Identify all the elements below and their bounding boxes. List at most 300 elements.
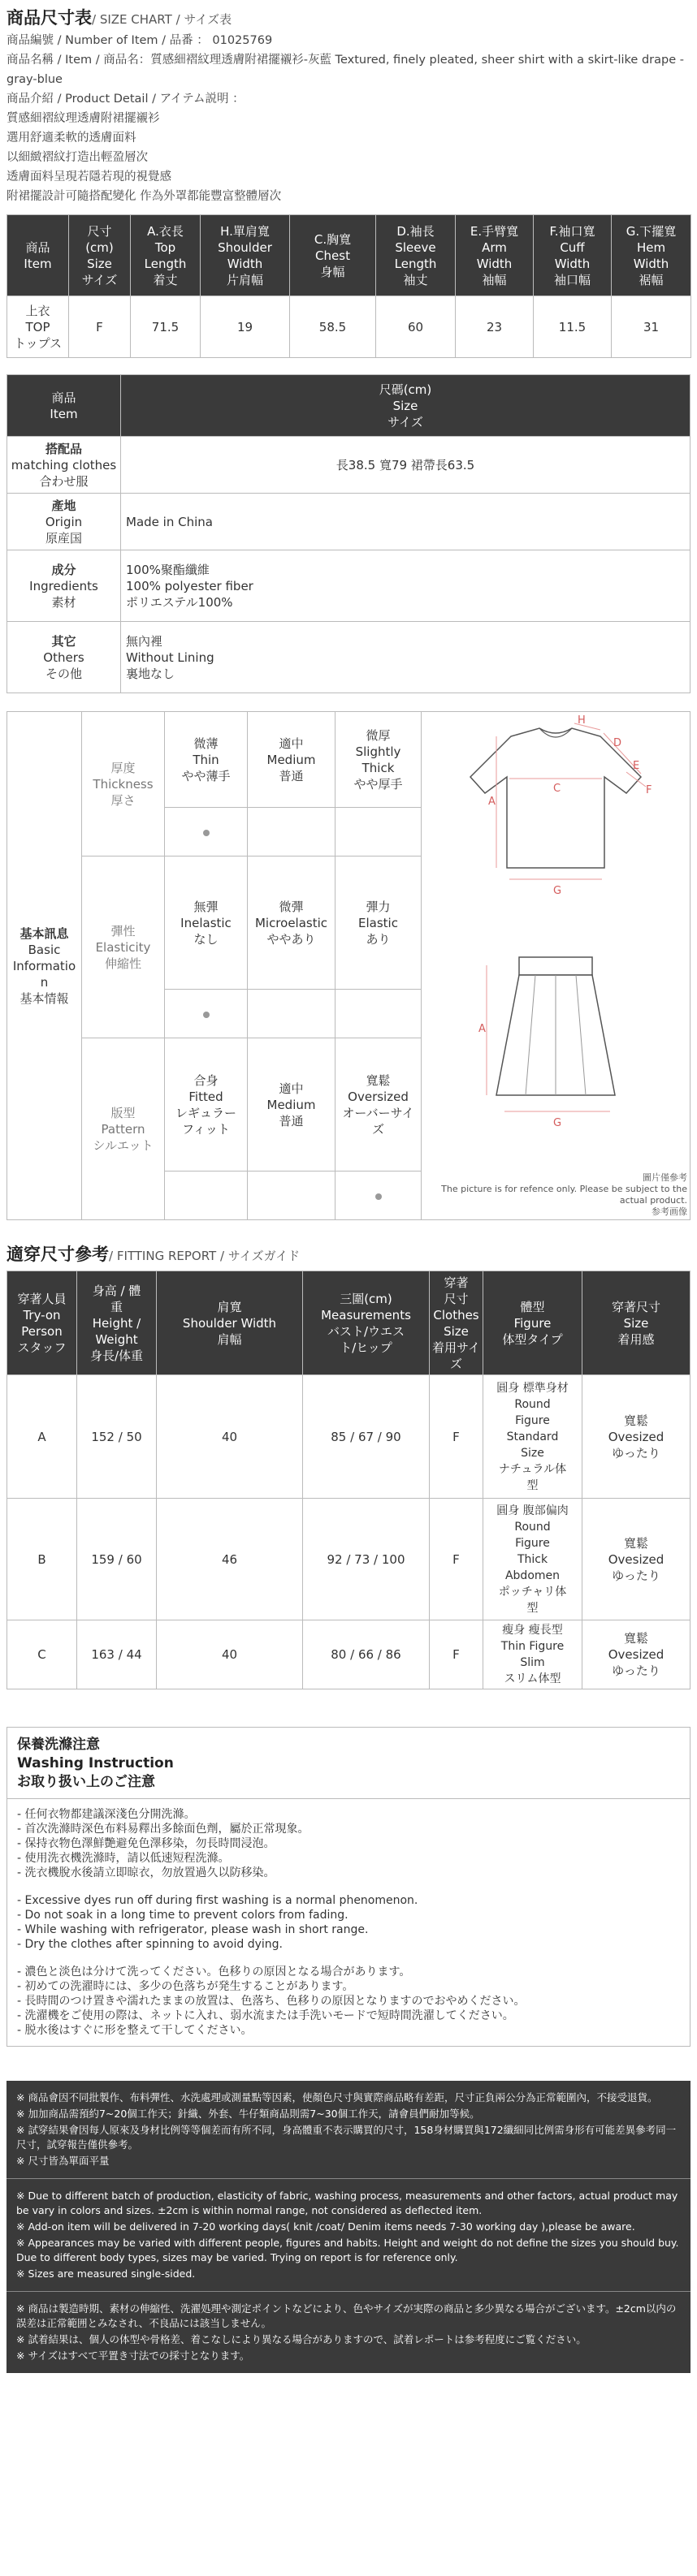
fit-line: Ovesized bbox=[608, 1551, 665, 1567]
label-line: 搭配品 bbox=[45, 441, 82, 456]
size-chart-value: 31 bbox=[612, 296, 691, 358]
size-chart-title: 商品尺寸表 bbox=[6, 8, 92, 28]
fitting-figure bbox=[483, 1499, 582, 1620]
header-line: Size bbox=[444, 1323, 469, 1339]
fitting-row bbox=[7, 1620, 691, 1689]
header-line: スタッフ bbox=[17, 1340, 67, 1355]
option-line: Thin bbox=[193, 752, 219, 767]
detail-value bbox=[121, 550, 691, 622]
label-line: Origin bbox=[45, 514, 83, 529]
size-chart-value: 11.5 bbox=[534, 296, 612, 358]
basic-select-cell bbox=[165, 990, 248, 1038]
detail-value bbox=[121, 494, 691, 550]
option-line: 彈力 bbox=[366, 899, 391, 914]
washing-line: - 使用洗衣機洗滌時，請以低速短程洗滌。 bbox=[17, 1852, 230, 1865]
header-line: 尺碼(cm) bbox=[379, 382, 432, 397]
header-line: 三圍(cm) bbox=[340, 1291, 392, 1306]
name-line: 彈性 bbox=[110, 923, 136, 938]
size-chart-value: F bbox=[69, 296, 131, 358]
header-line: Top bbox=[154, 239, 176, 255]
option-line: ややあり bbox=[266, 931, 316, 947]
washing-title-line: お取り扱い上のご注意 bbox=[17, 1774, 155, 1790]
name-line: シルエット bbox=[93, 1137, 154, 1153]
label-line: matching clothes bbox=[11, 457, 117, 472]
header-line: 体型タイプ bbox=[502, 1331, 563, 1347]
diagram-letter: H bbox=[578, 714, 586, 727]
detail-label bbox=[7, 622, 121, 693]
basic-info-table bbox=[6, 711, 691, 1220]
size-chart-value: 71.5 bbox=[131, 296, 201, 358]
header-line: Length bbox=[394, 256, 437, 271]
name-line: Thickness bbox=[93, 776, 154, 792]
option-line: 微薄 bbox=[193, 736, 219, 751]
washing-line: - 保持衣物色澤鮮艷避免色澤移染，勿長時間浸泡。 bbox=[17, 1837, 275, 1850]
figure-line: ポッチャリ体 bbox=[498, 1585, 567, 1599]
notice-line: ※ Due to different batch of production, elasticity of fabric, washing process, measurements and other factors, actual product may be vary in colors and sizes. ±2cm is within normal range, not considered as deflected item. bbox=[16, 2190, 678, 2216]
header-line: Size bbox=[87, 256, 112, 271]
header-line: 袖口幅 bbox=[553, 272, 591, 287]
diagram-caption bbox=[424, 1172, 687, 1218]
header-line: 肩寬 bbox=[217, 1299, 242, 1314]
option-line: Inelastic bbox=[180, 915, 232, 930]
fitting-height-weight: 152 / 50 bbox=[77, 1375, 157, 1499]
figure-line: Standard bbox=[506, 1430, 559, 1443]
selected-dot-icon bbox=[375, 1193, 382, 1200]
header-line: 商品 bbox=[25, 239, 50, 255]
fitting-header-cell bbox=[77, 1271, 157, 1375]
header-line: Size bbox=[623, 1315, 649, 1331]
header-line: Hem bbox=[636, 239, 666, 255]
fitting-fit bbox=[582, 1499, 691, 1620]
figure-line: Round bbox=[514, 1397, 551, 1411]
detail-value bbox=[121, 622, 691, 693]
fitting-heading bbox=[6, 1241, 691, 1266]
header-line: G.下擺寬 bbox=[626, 223, 677, 239]
basic-option bbox=[248, 857, 336, 990]
header-line: Shoulder bbox=[218, 239, 272, 255]
label-line: 原産国 bbox=[45, 530, 82, 546]
basic-select-cell bbox=[248, 1171, 336, 1220]
header-line: 尺寸 bbox=[444, 1291, 469, 1306]
name-line: Pattern bbox=[101, 1121, 145, 1137]
detail-row bbox=[7, 437, 691, 494]
header-line: 體型 bbox=[520, 1299, 545, 1314]
header-line: Size bbox=[392, 398, 418, 413]
size-chart-header-cell bbox=[69, 215, 131, 296]
detail-label bbox=[7, 550, 121, 622]
label-line: Ingredients bbox=[29, 578, 98, 593]
item-line: 上衣 bbox=[25, 303, 50, 318]
option-line: Fitted bbox=[188, 1089, 223, 1104]
notice-line: ※ 加加商品需預約7~20個工作天；針織、外套、牛仔類商品則需7~30個工作天，請會員們耐加等候。 bbox=[16, 2108, 480, 2120]
fitting-shoulder: 40 bbox=[157, 1620, 303, 1689]
header-line: ト/ヒップ bbox=[340, 1340, 392, 1355]
figure-line: Round bbox=[514, 1520, 551, 1534]
basic-info-label bbox=[7, 712, 82, 1220]
basic-option bbox=[336, 712, 422, 808]
option-line: レギュラー bbox=[175, 1105, 236, 1120]
header-line: A.衣長 bbox=[147, 223, 184, 239]
fitting-title: 適穿尺寸參考 bbox=[6, 1245, 109, 1264]
size-chart-header-cell bbox=[612, 215, 691, 296]
header-line: Cuff bbox=[560, 239, 585, 255]
option-line: 普通 bbox=[279, 768, 304, 783]
detail-row bbox=[7, 550, 691, 622]
washing-line: - Dry the clothes after spinning to avoid dying. bbox=[17, 1938, 283, 1951]
fitting-shoulder: 40 bbox=[157, 1375, 303, 1499]
info-line: 以細緻褶紋打造出輕盈層次 bbox=[6, 151, 148, 164]
figure-line: Figure bbox=[515, 1536, 550, 1550]
notice-line: ※ Sizes are measured single-sided. bbox=[16, 2267, 196, 2280]
washing-line: - 洗濯機をご使用の際は、ネットに入れ、弱水流または手洗いモードで短時間洗濯してください。 bbox=[17, 2009, 514, 2022]
header-line: Person bbox=[21, 1323, 63, 1339]
header-line: 商品 bbox=[51, 390, 76, 405]
fitting-header-cell bbox=[157, 1271, 303, 1375]
diagram-letter: A bbox=[478, 1023, 486, 1035]
header-line: Try-on bbox=[23, 1307, 61, 1323]
fitting-person: B bbox=[7, 1499, 77, 1620]
fitting-header-cell bbox=[7, 1271, 77, 1375]
label-line: Information bbox=[12, 958, 76, 990]
header-line: Width bbox=[633, 256, 669, 271]
diagram-letter: G bbox=[553, 885, 562, 897]
item-line: TOP bbox=[25, 319, 50, 334]
size-chart-header-cell bbox=[7, 215, 69, 296]
figure-line: 型 bbox=[526, 1601, 539, 1615]
fitting-header-cell bbox=[430, 1271, 483, 1375]
header-line: Height / bbox=[92, 1315, 141, 1331]
option-line: フィット bbox=[182, 1121, 230, 1137]
notice-block bbox=[6, 2179, 691, 2292]
figure-line: 圓身 標準身材 bbox=[496, 1381, 569, 1395]
header-line: 袖丈 bbox=[403, 272, 428, 287]
header-line: 身長/体重 bbox=[89, 1348, 144, 1363]
fitting-size: F bbox=[430, 1499, 483, 1620]
detail-header-row bbox=[7, 375, 691, 437]
option-line: Thick bbox=[361, 760, 395, 775]
washing-line: - Do not soak in a long time to prevent colors from fading. bbox=[17, 1909, 348, 1922]
notice-block bbox=[6, 2081, 691, 2179]
washing-line: - While washing with refrigerator, please wash in short range. bbox=[17, 1923, 369, 1936]
header-line: Length bbox=[144, 256, 187, 271]
selected-dot-icon bbox=[203, 1012, 210, 1018]
header-line: 尺寸 bbox=[87, 223, 112, 239]
name-line: 厚度 bbox=[110, 760, 136, 775]
washing-line: - 濃色と淡色は分けて洗ってください。色移りの原因となる場合があります。 bbox=[17, 1965, 411, 1978]
info-line: 商品編號 / Number of Item / 品番 ： 01025769 bbox=[6, 34, 273, 47]
garment-diagram bbox=[422, 712, 691, 1220]
fitting-shoulder: 46 bbox=[157, 1499, 303, 1620]
product-info bbox=[6, 31, 691, 206]
header-line: C.胸寬 bbox=[314, 231, 352, 247]
size-chart-header-cell bbox=[534, 215, 612, 296]
header-line: Item bbox=[50, 406, 78, 421]
basic-option bbox=[248, 712, 336, 808]
basic-select-cell bbox=[248, 808, 336, 857]
notice-line: ※ Add-on item will be delivered in 7-20 working days( knit /coat/ Denim items needs 7-30 working day ),please be aware. bbox=[16, 2220, 635, 2233]
label-line: 其它 bbox=[51, 633, 76, 649]
diagram-letter: D bbox=[613, 737, 622, 749]
info-line: 商品介紹 / Product Detail / アイテム説明 ： bbox=[6, 93, 245, 106]
fit-line: 寬鬆 bbox=[623, 1535, 648, 1551]
fitting-row bbox=[7, 1499, 691, 1620]
basic-select-cell bbox=[165, 1171, 248, 1220]
size-chart-header-cell bbox=[201, 215, 290, 296]
size-chart-subtitle: / SIZE CHART / サイズ表 bbox=[92, 12, 232, 27]
page bbox=[6, 0, 691, 2373]
caption-line: 圖片僅參考 bbox=[643, 1172, 687, 1183]
diagram-letter: C bbox=[553, 783, 561, 795]
option-line: 合身 bbox=[193, 1072, 219, 1088]
option-line: Elastic bbox=[358, 915, 398, 930]
header-line: バスト/ウエス bbox=[327, 1323, 405, 1339]
value-line: 100% polyester fiber bbox=[126, 578, 253, 593]
header-line: E.手臂寬 bbox=[470, 223, 519, 239]
header-line: Chest bbox=[315, 248, 350, 263]
option-line: Microelastic bbox=[254, 915, 328, 930]
washing-line: - 洗衣機脫水後請立即晾衣，勿放置過久以防移染。 bbox=[17, 1866, 275, 1879]
basic-option bbox=[165, 712, 248, 808]
option-line: Medium bbox=[266, 1097, 316, 1112]
fitting-fit bbox=[582, 1375, 691, 1499]
header-line: H.單肩寬 bbox=[220, 223, 270, 239]
basic-row-name bbox=[82, 712, 165, 857]
name-line: Elasticity bbox=[95, 939, 151, 955]
option-line: 無彈 bbox=[193, 899, 219, 914]
size-chart-header-cell bbox=[376, 215, 456, 296]
fitting-size: F bbox=[430, 1620, 483, 1689]
header-line: 身高 / 體 bbox=[92, 1283, 141, 1298]
detail-header-item bbox=[7, 375, 121, 437]
diagram-letter: A bbox=[488, 796, 496, 808]
fitting-row bbox=[7, 1375, 691, 1499]
header-line: 身幅 bbox=[320, 264, 345, 279]
value-line: 長38.5 寬79 裙帶長63.5 bbox=[336, 457, 475, 472]
info-line: 質感細褶紋理透膚附裙擺襯衫 bbox=[6, 112, 160, 125]
fitting-header-cell bbox=[483, 1271, 582, 1375]
option-line: なし bbox=[193, 931, 219, 947]
header-line: サイズ bbox=[387, 414, 423, 429]
detail-row bbox=[7, 494, 691, 550]
option-line: 適中 bbox=[279, 1081, 304, 1096]
figure-line: スリム体型 bbox=[504, 1672, 561, 1685]
diagram-letter: F bbox=[646, 784, 652, 796]
figure-line: 型 bbox=[526, 1478, 539, 1492]
washing-line: - 初めての洗濯時には、多少の色落ちが発生することがあります。 bbox=[17, 1980, 354, 1993]
figure-line: ナチュラル体 bbox=[498, 1462, 567, 1476]
basic-option bbox=[336, 857, 422, 990]
washing-line: - 脱水後はすぐに形を整えて干してください。 bbox=[17, 2024, 253, 2037]
basic-select-cell bbox=[336, 1171, 422, 1220]
header-line: ズ bbox=[449, 1356, 462, 1371]
fitting-header-row bbox=[7, 1271, 691, 1375]
name-line: 版型 bbox=[110, 1105, 136, 1120]
figure-line: Slim bbox=[520, 1656, 545, 1669]
value-line: 裏地なし bbox=[126, 666, 175, 681]
option-line: 普通 bbox=[279, 1113, 304, 1128]
figure-line: Size bbox=[521, 1446, 544, 1460]
option-line: 適中 bbox=[279, 736, 304, 751]
notice-line: ※ サイズはすべて平置き寸法での採寸となります。 bbox=[16, 2349, 250, 2362]
detail-label bbox=[7, 437, 121, 494]
size-chart-data-row bbox=[7, 296, 691, 358]
label-line: 基本情報 bbox=[19, 990, 69, 1006]
header-line: 片肩幅 bbox=[226, 272, 263, 287]
value-line: 100%聚酯纖維 bbox=[126, 562, 210, 577]
basic-select-cell bbox=[336, 808, 422, 857]
fit-line: Ovesized bbox=[608, 1429, 665, 1444]
value-line: 無內裡 bbox=[126, 633, 163, 649]
basic-option-row bbox=[7, 712, 691, 808]
fitting-subtitle: / FITTING REPORT / サイズガイド bbox=[109, 1249, 301, 1263]
label-line: Others bbox=[43, 649, 84, 665]
washing-gap bbox=[17, 1952, 680, 1965]
detail-table bbox=[6, 374, 691, 693]
header-line: 肩幅 bbox=[217, 1331, 242, 1347]
option-line: オーバーサイ bbox=[342, 1105, 414, 1120]
option-line: 微厚 bbox=[366, 727, 391, 743]
figure-line: Thick bbox=[517, 1552, 548, 1566]
header-line: 着用サイ bbox=[432, 1340, 480, 1355]
info-line: 選用舒適柔軟的透膚面料 bbox=[6, 132, 136, 145]
option-line: ズ bbox=[371, 1121, 384, 1137]
washing-title-line: Washing Instruction bbox=[17, 1755, 174, 1771]
notice-line: ※ 試穿結果會因每人原來及身材比例等等個差而有所不同，身高體重不表示購買的尺寸，158身材購買與172纖細同比例需身形有可能差異參考同一尺寸，試穿報告僅供參考。 bbox=[16, 2124, 677, 2151]
size-chart-value: 60 bbox=[376, 296, 456, 358]
size-chart-value: 58.5 bbox=[290, 296, 376, 358]
fitting-person: C bbox=[7, 1620, 77, 1689]
header-line: 着用感 bbox=[617, 1331, 655, 1347]
size-chart-item-cell bbox=[7, 296, 69, 358]
fitting-header-cell bbox=[303, 1271, 430, 1375]
basic-select-cell bbox=[165, 808, 248, 857]
option-line: 微彈 bbox=[279, 899, 304, 914]
size-chart-header-cell bbox=[456, 215, 534, 296]
figure-line: Figure bbox=[515, 1413, 550, 1427]
fitting-measurements: 85 / 67 / 90 bbox=[303, 1375, 430, 1499]
header-line: 着丈 bbox=[153, 272, 178, 287]
size-chart-header-cell bbox=[290, 215, 376, 296]
label-line: Basic bbox=[28, 942, 61, 957]
diagram-letter: E bbox=[633, 760, 640, 772]
detail-label bbox=[7, 494, 121, 550]
garment-diagram-svg bbox=[454, 714, 657, 1168]
value-line: Without Lining bbox=[126, 649, 214, 665]
fit-line: ゆったり bbox=[612, 1663, 660, 1678]
figure-line: 瘦身 瘦長型 bbox=[502, 1624, 563, 1637]
fitting-header-cell bbox=[582, 1271, 691, 1375]
fit-line: ゆったり bbox=[612, 1445, 660, 1461]
header-line: サイズ bbox=[81, 272, 118, 287]
basic-select-cell bbox=[248, 990, 336, 1038]
item-line: トップス bbox=[14, 335, 62, 351]
label-line: 成分 bbox=[51, 562, 76, 577]
figure-line: Abdomen bbox=[504, 1568, 561, 1582]
option-line: やや薄手 bbox=[181, 768, 231, 783]
header-line: Item bbox=[24, 256, 52, 271]
washing-line: - Excessive dyes run off during first washing is a normal phenomenon. bbox=[17, 1894, 418, 1907]
name-line: 伸縮性 bbox=[104, 956, 141, 971]
header-line: Width bbox=[554, 256, 591, 271]
figure-line: 圓身 腹部偏肉 bbox=[496, 1504, 569, 1517]
notice-block bbox=[6, 2292, 691, 2373]
header-line: 穿著 bbox=[444, 1275, 469, 1290]
washing-title bbox=[7, 1728, 690, 1799]
label-line: 產地 bbox=[51, 498, 76, 513]
fitting-person: A bbox=[7, 1375, 77, 1499]
diagram-letter: G bbox=[553, 1117, 562, 1129]
fit-line: 寬鬆 bbox=[623, 1413, 648, 1428]
option-line: やや厚手 bbox=[353, 776, 403, 792]
basic-option bbox=[165, 1038, 248, 1171]
header-line: Clothes bbox=[433, 1307, 479, 1323]
fitting-table bbox=[6, 1271, 691, 1689]
washing-line: - 長時間のつけ置きや濡れたままの放置は、色落ち、色移りの原因となりますのでおやめください。 bbox=[17, 1995, 526, 2008]
basic-row-name bbox=[82, 857, 165, 1038]
basic-select-cell bbox=[336, 990, 422, 1038]
info-line: 透膚面料呈現若隱若現的視覺感 bbox=[6, 170, 171, 183]
option-line: あり bbox=[366, 931, 391, 947]
fitting-height-weight: 163 / 44 bbox=[77, 1620, 157, 1689]
fit-line: ゆったり bbox=[612, 1568, 660, 1583]
label-line: 合わせ服 bbox=[39, 473, 89, 489]
option-line: 寬鬆 bbox=[366, 1072, 391, 1088]
header-line: Figure bbox=[513, 1315, 552, 1331]
notice-line: ※ 試着結果は、個人の体型や骨格差、着こなしにより異なる場合がありますので、試着レポートは参考程度にご覧ください。 bbox=[16, 2333, 587, 2345]
caption-line: The picture is for refence only. Please be subject to the actual product. bbox=[441, 1184, 687, 1206]
label-line: 基本訊息 bbox=[19, 926, 69, 941]
detail-value bbox=[121, 437, 691, 494]
option-line: Slightly bbox=[355, 744, 401, 759]
header-line: Arm bbox=[482, 239, 507, 255]
detail-row bbox=[7, 622, 691, 693]
fitting-figure bbox=[483, 1620, 582, 1689]
notice-box bbox=[6, 2081, 691, 2373]
value-line: Made in China bbox=[126, 514, 213, 529]
header-line: 穿著尺寸 bbox=[611, 1299, 660, 1314]
label-line: その他 bbox=[45, 666, 82, 681]
option-line: Medium bbox=[266, 752, 316, 767]
fit-line: 寬鬆 bbox=[623, 1631, 648, 1646]
washing-title-line: 保養洗滌注意 bbox=[17, 1737, 100, 1753]
notice-line: ※ 商品會因不同批製作、布料彈性、水洗處理或測量點等因素，使顏色尺寸與實際商品略有差距，尺寸正負兩公分為正常範圍內，不接受退貨。 bbox=[16, 2091, 658, 2104]
header-line: Weight bbox=[95, 1331, 138, 1347]
washing-gap bbox=[17, 1880, 680, 1893]
size-chart-header-row bbox=[7, 215, 691, 296]
skirt-waistband bbox=[519, 957, 592, 975]
fitting-figure bbox=[483, 1375, 582, 1499]
notice-line: ※ 商品は製造時期、素材の伸縮性、洗濯処理や測定ポイントなどにより、色やサイズが実際の商品と多少異なる場合がございます。±2cm以内の誤差は正常範囲とみなされ、不良品には該当しません。 bbox=[16, 2302, 677, 2329]
size-chart-table bbox=[6, 214, 691, 358]
header-line: 袖幅 bbox=[482, 272, 507, 287]
header-line: D.袖長 bbox=[396, 223, 435, 239]
header-line: Width bbox=[476, 256, 513, 271]
fitting-height-weight: 159 / 60 bbox=[77, 1499, 157, 1620]
fitting-measurements: 80 / 66 / 86 bbox=[303, 1620, 430, 1689]
size-chart-heading bbox=[6, 5, 691, 29]
fitting-measurements: 92 / 73 / 100 bbox=[303, 1499, 430, 1620]
figure-line: Thin Figure bbox=[500, 1640, 565, 1653]
header-line: Shoulder Width bbox=[182, 1315, 277, 1331]
header-line: Measurements bbox=[321, 1307, 411, 1323]
size-chart-header-cell bbox=[131, 215, 201, 296]
header-line: 穿著人員 bbox=[17, 1291, 67, 1306]
header-line: Width bbox=[227, 256, 263, 271]
basic-option bbox=[336, 1038, 422, 1171]
basic-option bbox=[165, 857, 248, 990]
washing-line: - 首次洗滌時深色布料易釋出多餘面色劑，屬於正常現象。 bbox=[17, 1823, 310, 1836]
name-line: 厚さ bbox=[110, 792, 136, 808]
